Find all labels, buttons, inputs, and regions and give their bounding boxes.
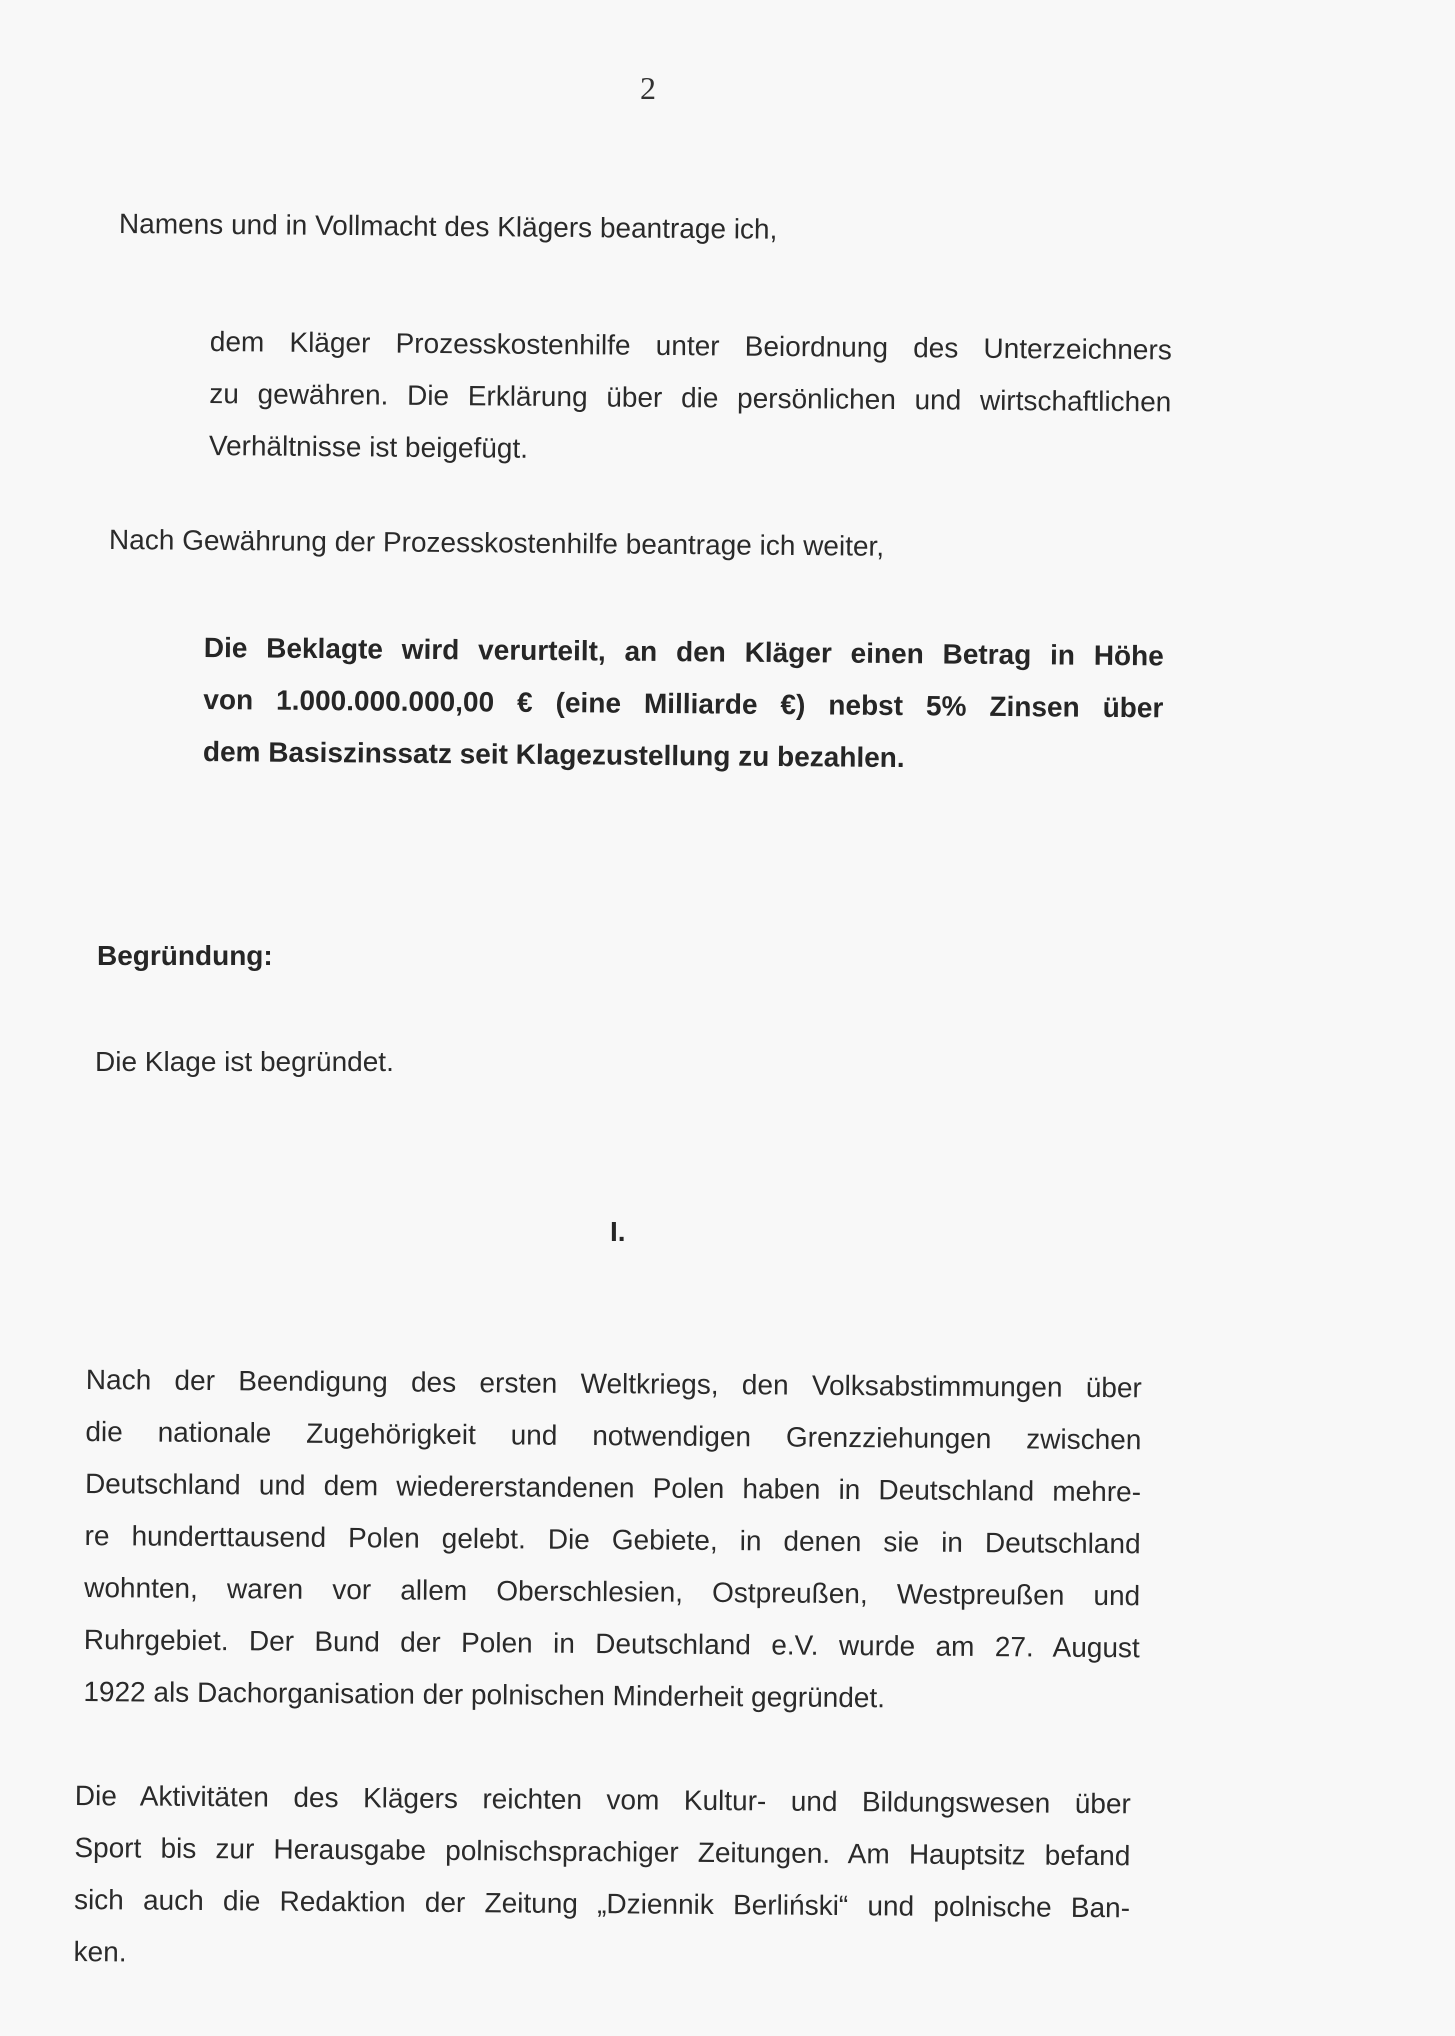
paragraph-1-line: Ruhrgebiet. Der Bund der Polen in Deutschland e.V. wurde am 27. August xyxy=(83,1623,1140,1664)
intro-text: Namens und in Vollmacht des Klägers beantrage ich, xyxy=(118,208,778,245)
statement-text: Die Klage ist begründet. xyxy=(95,1046,394,1077)
paragraph-1-line: die nationale Zugehörigkeit und notwendigen Grenzziehungen zwischen xyxy=(85,1415,1142,1456)
request-2-line: dem Basiszinssatz seit Klagezustellung zu bezahlen. xyxy=(202,735,905,774)
heading-begruendung: Begründung: xyxy=(97,940,273,971)
page-number: 2 xyxy=(640,70,656,106)
paragraph-1-line: Nach der Beendigung des ersten Weltkriegs, den Volksabstimmungen über xyxy=(85,1363,1142,1404)
section-number: I. xyxy=(610,1216,626,1247)
paragraph-1-line: wohnten, waren vor allem Oberschlesien, Ostpreußen, Westpreußen und xyxy=(84,1571,1141,1612)
intro-2-text: Nach Gewährung der Prozesskostenhilfe beantrage ich weiter, xyxy=(108,524,885,562)
paragraph-2-line: Sport bis zur Herausgabe polnischsprachiger Zeitungen. Am Hauptsitz befand xyxy=(74,1831,1131,1872)
paragraph-1-line: Deutschland und dem wiedererstandenen Polen haben in Deutschland mehre- xyxy=(84,1467,1142,1508)
request-payment xyxy=(203,628,1164,792)
paragraph-1-line: 1922 als Dachorganisation der polnischen Minderheit gegründet. xyxy=(83,1675,886,1714)
paragraph-history xyxy=(83,1360,1142,1732)
paragraph-1-line: re hunderttausend Polen gelebt. Die Gebiete, in denen sie in Deutschland xyxy=(84,1519,1141,1560)
paragraph-2-line: Die Aktivitäten des Klägers reichten vom Kultur- und Bildungswesen über xyxy=(74,1779,1131,1820)
request-1-line: zu gewähren. Die Erklärung über die persönlichen und wirtschaftlichen xyxy=(209,377,1172,418)
request-2-line: von 1.000.000.000,00 € (eine Milliarde €) nebst 5% Zinsen über xyxy=(203,683,1164,724)
request-1-line: dem Kläger Prozesskostenhilfe unter Beiordnung des Unterzeichners xyxy=(209,325,1172,366)
paragraph-2-line: ken. xyxy=(73,1935,127,1968)
request-2-line: Die Beklagte wird verurteilt, an den Kläger einen Betrag in Höhe xyxy=(203,631,1164,672)
request-1-line: Verhältnisse ist beigefügt. xyxy=(208,429,529,464)
paragraph-activities xyxy=(73,1776,1131,1992)
paragraph-2-line: sich auch die Redaktion der Zeitung „Dziennik Berliński“ und polnische Ban- xyxy=(73,1883,1131,1924)
request-prozesskostenhilfe xyxy=(209,322,1172,486)
